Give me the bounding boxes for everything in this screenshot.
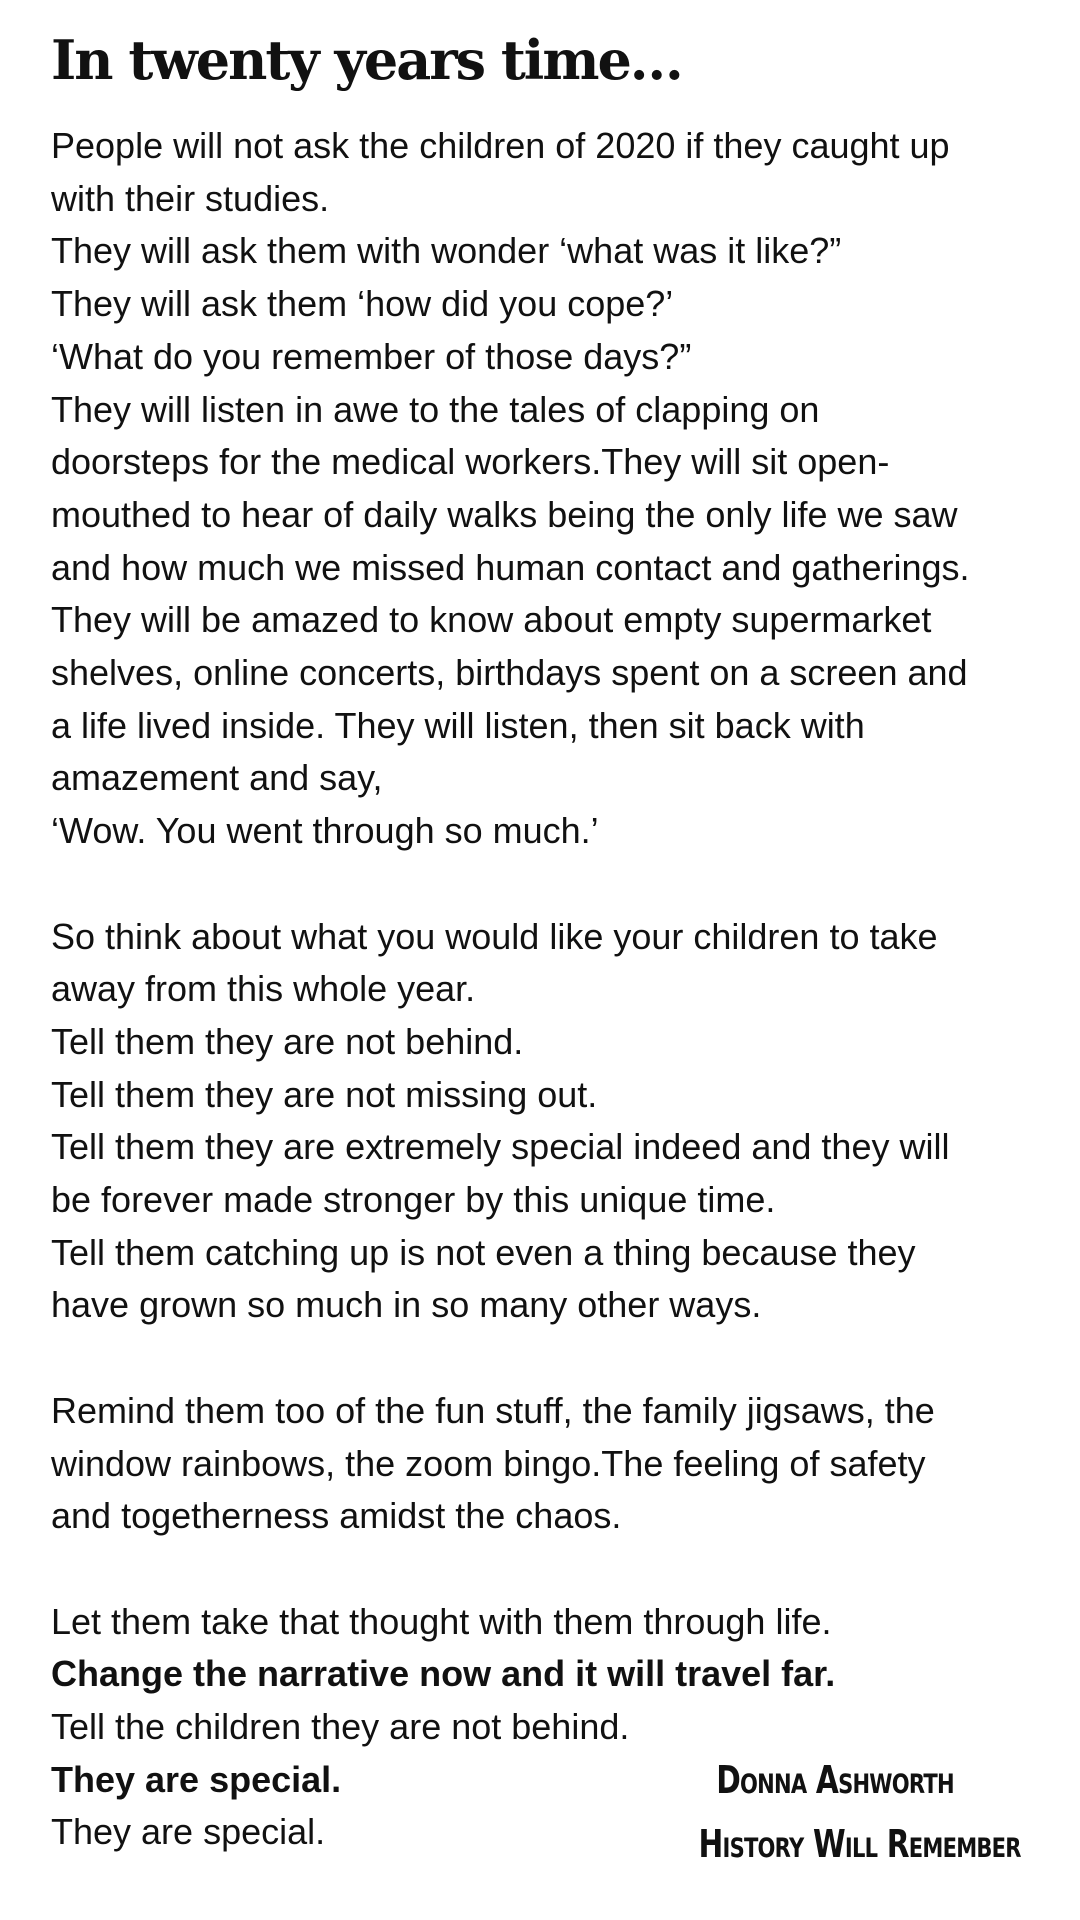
poem-line: doorsteps for the medical workers.They will sit open-: [51, 441, 890, 483]
poem-line: Tell them they are extremely special indeed and they will: [51, 1126, 950, 1168]
author-name: Donna Ashworth: [716, 1758, 954, 1802]
closing-line-bold: They are special.: [51, 1758, 342, 1800]
closing-line-bold: Change the narrative now and it will travel far.: [51, 1653, 836, 1695]
poem-line: a life lived inside. They will listen, then sit back with: [51, 704, 865, 746]
poem-line: and togetherness amidst the chaos.: [51, 1495, 622, 1537]
poem-line: be forever made stronger by this unique time.: [51, 1179, 776, 1221]
poem-line: Remind them too of the fun stuff, the family jigsaws, the: [51, 1389, 935, 1431]
poem-line: They will ask them with wonder ‘what was it like?”: [51, 230, 842, 272]
stanza-break: [51, 1543, 1041, 1596]
poem-line: Tell them they are not missing out.: [51, 1073, 598, 1115]
poem-line: People will not ask the children of 2020 if they caught up: [51, 125, 950, 166]
stanza-2: [51, 911, 1041, 1333]
poem-line: amazement and say,: [51, 757, 383, 799]
closing-line: They are special.: [51, 1811, 326, 1853]
stanza-break: [51, 858, 1041, 911]
poem-line: away from this whole year.: [51, 968, 476, 1010]
poem-line: have grown so much in so many other ways.: [51, 1284, 762, 1326]
poem-line: and how much we missed human contact and gatherings.: [51, 546, 970, 588]
closing-stanza: [51, 1596, 1041, 1860]
poem-line: window rainbows, the zoom bingo.The feeling of safety: [51, 1442, 926, 1484]
work-title: History Will Remember: [698, 1822, 1021, 1866]
closing-line: Let them take that thought with them through life.: [51, 1600, 832, 1642]
poem-line: shelves, online concerts, birthdays spent on a screen and: [51, 652, 968, 694]
poem-line: They will listen in awe to the tales of clapping on: [51, 388, 820, 430]
stanza-1: [51, 120, 1041, 858]
poem-line: with their studies.: [51, 177, 330, 219]
poem-line: ‘What do you remember of those days?”: [51, 335, 692, 377]
stanza-break: [51, 1332, 1041, 1385]
poem-line: mouthed to hear of daily walks being the only life we saw: [51, 493, 958, 535]
closing-line: Tell the children they are not behind.: [51, 1706, 630, 1748]
poem-line: They will be amazed to know about empty supermarket: [51, 599, 932, 641]
poem-body: [51, 120, 1041, 1859]
poem-line: Tell them they are not behind.: [51, 1020, 524, 1062]
stanza-3: [51, 1385, 1041, 1543]
poem-line: ‘Wow. You went through so much.’: [51, 810, 599, 852]
poem-line: So think about what you would like your children to take: [51, 915, 938, 957]
poem-line: Tell them catching up is not even a thing because they: [51, 1231, 916, 1273]
poem-title: In twenty years time…: [51, 28, 682, 92]
poem-line: They will ask them ‘how did you cope?’: [51, 283, 674, 325]
